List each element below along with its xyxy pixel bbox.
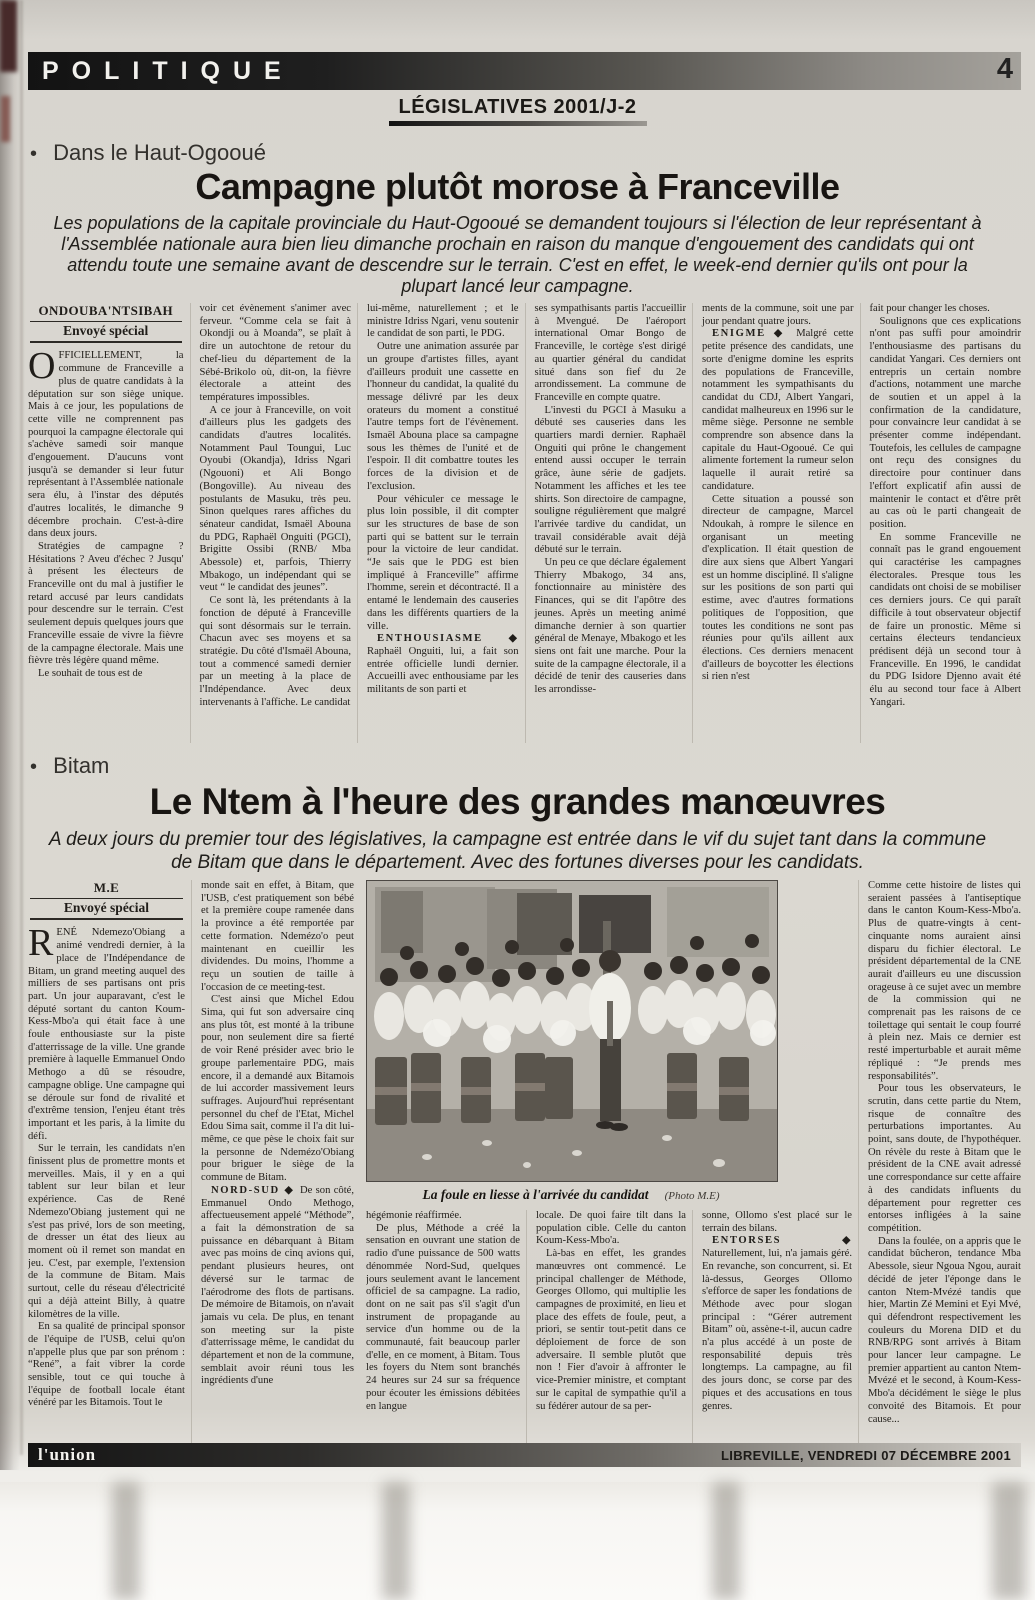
edition-banner — [0, 96, 1035, 126]
article1-headline: Campagne plutôt morose à Franceville — [195, 166, 840, 207]
paragraph: Le souhait de tous est de — [38, 667, 143, 679]
paragraph: C'est ainsi que Michel Edou Sima, qui fut son adversaire cinq ans plus tôt, est monté à la tribune pour, non seulement dire sa fierté de voir René présider avec brio le groupe parlementaire PDG, mais encore, il a demandé aux Bitamois de lui accorder massivement leurs suffrages. Aujourd'hui représentant personnel du chef de l'Etat, Michel Edou Sima sait, comme il l'a dit lui-même, ce que pèse le choix fait sur la personne de Ndemézo'Obiang pour briguer le siège de la commune de Bitam. — [201, 994, 354, 1184]
paragraph: lui-même, naturellement ; et le ministre Idriss Ngari, venu soutenir le candidat de son parti, le PDG. — [367, 303, 519, 340]
article1-column-4 — [525, 303, 687, 743]
newspaper-logo: l'union — [38, 1445, 97, 1464]
paragraph: ENTORSES ◆ Naturellement, lui, n'a jamais géré. En revanche, son concurrent, si. Et là-dessus, Georges Ollomo s'efforce de saper les fondations de Méthode avec pour slogan principal : “Gérer autrement Bitam” où, assène-t-il, aucun cadre n'a plus accédé à un poste de responsabilité depuis très longtemps. La campagne, au fil des jours donc, se corse par des piques et des accusations en tous genres. — [702, 1235, 852, 1412]
article1-column-5 — [692, 303, 854, 743]
photo-credit: (Photo M.E) — [664, 1190, 720, 1202]
scan-left-shadow — [0, 0, 20, 1470]
paragraph: voir cet évènement s'animer avec ferveur. “Comme cela se fait à Okondji ou à Moanda”, se plaît à dire un autochtone de retour du chef-lieu du département de la Sébé-Brikolo où, dit-on, la fièvre électorale a atteint des températures impossibles. — [199, 303, 351, 403]
article1-column-6 — [860, 303, 1022, 743]
byline-author: ONDOUBA'NTSIBAH — [30, 305, 182, 322]
paragraph: RENÉ Ndemezo'Obiang a animé vendredi dernier, à la place de l'Indépendance de Bitam, un grand meeting auquel des milliers de ses partisans ont pris part. Un jour auparavant, c'est le député sortant du canton Koum-Kess-Mbo'a qui était face à une foule enthousiaste sur la piste d'atterrissage de la ville. Une grande première à laquelle Emmanuel Ondo Methogo a dû se résoudre, campagne oblige. Une campagne qui se déroule sur fond de rivalité et d'extrême tension, l'enjeu étant très important et les paris, à la limite du défi. — [28, 922, 185, 1142]
byline-author: M.E — [30, 882, 183, 899]
inline-subhead: ENTHOUSIASME ◆ — [377, 633, 519, 645]
paragraph: NORD-SUD ◆ De son côté, Emmanuel Ondo Methogo, affectueusement appelé “Méthode”, a fait la démonstration de sa puissance en débarquant à Bitam avec pas moins de cinq avions qui, pendant plusieurs heures, ont déversé sur le tarmac de l'aérodrome des flots de partisans. De mémoire de Bitamois, on n'avait jamais vu cela. De plus, en tenant son meeting sur la piste d'atterrissage même, le candidat du département et non de la commune, semblait avoir réuni tous les ingrédients d'une — [201, 1184, 354, 1387]
article2-kicker — [30, 753, 1035, 780]
paragraph: Là-bas en effet, les grandes manœuvres ont commencé. Le principal challenger de Méthode, Georges Ollomo, qui multiplie les campagnes de proximité, en lieu et place des effets de foule, peut, a priori, se sentir tout-petit dans ce déploiement de force de son adversaire. Il semble plutôt que non ! Fier d'avoir à affronter le vice-Premier ministre, et comptant sur le capital de sympathie qu'il a su fédérer autour de sa per- — [536, 1248, 686, 1412]
article2-column-2 — [191, 880, 354, 1445]
paragraph: Pour véhiculer ce message le plus loin possible, il dit compter sur les structures de base de son parti qui se battent sur le terrain pour la victoire de leur candidat. “Je sais que le PDG est bien impliqué à Franceville” affirme l'homme, serein et décontracté. Il a entamé le lendemain des causeries dans les différents quartiers de la ville. — [367, 493, 519, 632]
article1-column-2 — [190, 303, 352, 743]
article2-headline: Le Ntem à l'heure des grandes manœuvres — [149, 781, 886, 822]
section-bar — [28, 52, 1021, 90]
paragraph: fait pour changer les choses. — [869, 303, 990, 314]
article2-column-5 — [692, 1210, 852, 1445]
paragraph: De plus, Méthode a créé la sensation en ouvrant une station de radio d'une puissance de 500 watts dénommée Nord-Sud, quelques jours seulement avant le lancement officiel de sa campagne. La radio, dont on ne sait pas s'il s'agit d'un instrument de propagande au service d'un homme ou de la communauté, fait beaucoup parler d'elle, en ce moment, à Bitam. Tous les foyers du Ntem sont branchés 24 heures sur 24 sur sa fréquence pour écouter les émissions débitées en langue — [366, 1222, 520, 1412]
paragraph: Outre une animation assurée par un groupe d'artistes filles, ayant d'ailleurs produit une cassette en l'honneur du candidat, la qualité du message délivré par les deux orateurs du moment a constitué l'autre temps fort de l'évènement. Ismaël Abouna place sa campagne sous les thèmes de l'unité et de l'espoir. Il dit combattre toutes les forces de la division et de l'exclusion. — [367, 341, 519, 492]
paragraph: Sur le terrain, les candidats n'en finissent plus de promettre monts et merveilles. Mais, il y en a qui tablent sur leur bilan et leur expérience. Cas de René Ndemezo'Obiang justement qui ne s'est pas privé, lors de son meeting, de dresser un état des lieux au moment où il remet son mandat en jeu. C'est, par exemple, l'extension de la commune de Bitam. Mais surtout, celle du réseau d'électricité qui a déjà atteint Billy, à quatre kilomètres de la ville. — [28, 1143, 185, 1320]
paragraph: Comme cette histoire de listes qui seraient passées à l'antiseptique dans le canton Koum-Kess-Mbo'a. Plus de quatre-vingts à cent-cinquante noms auraient ainsi disparu du fichier électoral. Le président départemental de la CNE aurait d'ailleurs eu une discussion orageuse à ce sujet avec un membre de la commission qui ne comprenait pas les raisons de ce toilettage qui sentait le coup fourré à plein nez. Mais ce dernier est resté imperturbable et aurait même répliqué : “Je prends mes responsabilités”. — [868, 880, 1021, 1082]
page-number: 4 — [996, 53, 1013, 85]
article1-lede: Les populations de la capitale provinciale du Haut-Ogooué se demandent toujours si l'élection de leur représentant à l'Assemblée nationale aura bien lieu dimanche prochain en raison du manque d'engouement des candidats qui ont attendu toute une semaine avant de descendre sur le terrain. C'est en effet, le week-end dernier qu'ils ont pour la plupart lancé leur campagne. — [53, 213, 982, 296]
paragraph: ENTHOUSIASME ◆ Raphaël Onguiti, lui, a fait son entrée officielle lundi dernier. Accueilli avec enthousiame par les militants de son parti et — [367, 633, 519, 696]
bullet-icon: • — [30, 143, 38, 165]
banner-rule — [389, 121, 647, 126]
paragraph: Cette situation a poussé son directeur de campagne, Marcel Ndoukah, à rompre le silence en organisant un meeting d'explication. Il était question de dire aux siens que Albert Yangari est un homme discipliné. Il s'aligne sur les positions de son parti qui estime, avec d'autres formations politiques de l'opposition, que toutes les conditions ne sont pas réunies pour qu'ils aillent aux élections. Ces derniers menacent d'ailleurs de boycotter les élections si rien n'est — [702, 493, 854, 683]
article2-kicker-text: Bitam — [53, 753, 110, 778]
banner-text: LÉGISLATIVES 2001/J-2 — [398, 96, 637, 118]
paragraph: ses sympathisants partis l'accueillir à Mvengué. De l'aéroport international Omar Bongo de Franceville, le cortège s'est dirigé au quartier général du candidat situé dans son fief du 2e arrondissement. La commune de Franceville en compte quatre. — [534, 303, 686, 403]
photo-caption: La foule en liesse à l'arrivée du candidat — [422, 1187, 649, 1202]
footer-bar — [28, 1443, 1021, 1467]
article1-kicker — [30, 140, 1035, 167]
paragraph: Pour tous les observateurs, le scrutin, dans cette partie du Ntem, risque de connaître des perturbations importantes. Au point, sans doute, de l'hypothéquer. On révèle du reste à Bitam que le président de la CNE avait adressé une correspondance sur cette affaire à des candidats influents du département pour regretter ces entorses infligées à la saine compétition. — [868, 1083, 1021, 1234]
scan-streak — [382, 1482, 410, 1600]
paragraph: ments de la commune, soit une par jour pendant quatre jours. — [702, 303, 854, 327]
article2-byline — [30, 882, 183, 920]
article2-photo-block — [366, 880, 852, 1445]
paragraph: Ce sont là, les prétendants à la fonction de député à Franceville qui sont désormais sur le terrain. Chacun avec ses moyens et sa stratégie. Du côté d'Ismaël Abouna, tout a commencé samedi dernier par un meeting à la place de l'Indépendance. Avec deux intervenants à l'affiche. Le candidat — [199, 595, 351, 708]
paragraph: En somme Franceville ne connaît pas le grand engouement qui caractérise les campagnes électorales. Presque tous les candidats ont choisi de se mobiliser ces derniers jours. Ce qui paraît difficile à tout observateur objectif de faire un pronostic. Même si certains électeurs tendancieux prédisent déjà un second tour à Franceville. En 1996, le candidat du PDG Isidore Djenno avait été élu au second tour face à Albert Yangari. — [869, 531, 1021, 708]
scan-ink-mark — [0, 0, 17, 72]
section-title: POLITIQUE — [42, 56, 294, 85]
paragraph: Un peu ce que déclare également Thierry Mbakogo, 34 ans, fonctionnaire au ministère des Finances, qui se dit l'apôtre des jeunes. Après un meeting animé dimanche dernier à son quartier général de Menaye, Mbakogo et les siens ont fait une marche. Pour la suite de la campagne électorale, il a décidé de tenir des causeries dans les arrondisse- — [534, 557, 686, 696]
article1-kicker-text: Dans le Haut-Ogooué — [53, 140, 266, 165]
paragraph: Stratégies de campagne ? Hésitations ? Aveu d'échec ? Jusqu' à présent les électeurs de Franceville ont du mal à justifier le retard accusé par leurs candidats pour descendre sur le terrain. C'est seulement depuis quelques jours que Franceville essaie de vivre la fièvre de la campagne électorale. Mais une fièvre très légère quand même. — [28, 540, 184, 667]
crowd-photo-illustration — [367, 881, 777, 1181]
article2-column-1 — [28, 880, 185, 1445]
paragraph: Dans la foulée, on a appris que le candidat bûcheron, tendance Mba Abessole, sieur Ngoua Ngou, aurait décidé de jeter l'éponge dans le canton Ntem-Mvézé tandis que hier, Martin Zé Memini et Eyi Mvé, qui défendront respectivement les couleurs du Morena DID et du RNB/RPG sont arrivés à Bitam pour lancer leur campagne. Le premier appartient au canton Ntem-Mvézé et le second, à Koum-Kess-Mbo'a décidément le siège le plus convoité des Bitamois. Et pour cause... — [868, 1235, 1021, 1425]
article1-body — [28, 303, 1021, 743]
article1-column-1 — [28, 303, 184, 743]
inline-subhead: NORD-SUD ◆ — [211, 1184, 300, 1196]
paragraph: En sa qualité de principal sponsor de l'équipe de l'USB, celui qu'on n'appelle plus que par son prénom : “René”, a fait vibrer la corde sensible, tout ce qui touche à l'équipe de football locale étant vénéré par les Bitamois. Tout le — [28, 1321, 185, 1409]
photo-caption-row — [366, 1187, 776, 1203]
article2-column-3 — [366, 1210, 520, 1445]
paragraph: sonne, Ollomo s'est placé sur le terrain des bilans. — [702, 1210, 852, 1234]
column-text — [28, 345, 184, 680]
paragraph: Soulignons que ces explications n'ont pas suffi pour amoindrir l'enthousiasme des partisans du candidat Yangari. Ces derniers ont entrepris un certain nombre d'actions, notamment une marche de soutien et un appel à la confirmation de la candidature, pour convaincre leur candidat à se présenter comme indépendant. Toutefois, les cellules de campagne ont reçu des consignes du directoire pour continuer dans l'effort explicatif afin aussi de maintenir le contact et d'être prêt au cas où le parti changeait de position. — [869, 315, 1021, 530]
article2-column-4 — [526, 1210, 686, 1445]
inline-subhead: ENIGME ◆ — [712, 328, 797, 340]
scan-red-mark — [1, 96, 10, 142]
scan-bottom-area — [0, 1482, 1035, 1600]
scan-streak — [992, 1482, 1026, 1600]
paragraph: hégémonie réaffirmée. — [366, 1210, 462, 1221]
byline-role: Envoyé spécial — [63, 322, 149, 338]
paragraph: OFFICIELLEMENT, la commune de Franceville a plus de quatre candidats à la députation sur son siège unique. Mais à ce jour, les populations de cette ville ne comprennent pas pourquoi la campagne électorale qui s'achève samedi soir manque d'engouement. D'aucuns vont jusqu'à se demander si leur futur représentant à l'Assemblée nationale sera élu, à l'instar des députés d'autres localités, le dimanche 9 décembre prochain. C'est-à-dire dans deux jours. — [28, 345, 184, 540]
article2-column-6 — [858, 880, 1021, 1445]
article1-byline — [30, 305, 182, 343]
column-text — [28, 922, 185, 1410]
footer-dateline: LIBREVILLE, VENDREDI 07 DÉCEMBRE 2001 — [721, 1447, 1011, 1463]
paragraph: monde sait en effet, à Bitam, que l'USB, c'est pratiquement son bébé et la première coupe ramenée dans la province a été remportée par cette formation. Ndemézo'o peut maintenant en cueillir les dividendes. Du moins, l'homme a reçu un soutien de taille à l'occasion de ce meeting-test. — [201, 880, 354, 993]
paper-crease — [20, 0, 23, 1455]
paragraph: A ce jour à Franceville, on voit d'ailleurs plus les gadgets des candidats d'autres localités. Notamment Paul Toungui, Luc Oyoubi (Okandja), Idriss Ngari (Ngouoni) et Ali Bongo (Bongoville). Au niveau des postulants de Masuku, très peu. Sinon quelques rares affiches du sénateur candidat, Ismaël Abouna du PDG, Raphaël Onguiti (PGCI), Brigitte Ossibi (RNB/ Mba Abessole) et, parfois, Thierry Mbakogo, un indépendant qui se veut “ le candidat des jeunes”. — [199, 404, 351, 594]
article-photo — [366, 880, 778, 1182]
bullet-icon: • — [30, 756, 38, 778]
byline-role: Envoyé spécial — [63, 899, 150, 915]
scan-streak — [712, 1482, 740, 1600]
paragraph: L'investi du PGCI à Masuku a débuté ses causeries dans les quartiers mardi dernier. Raphaël Onguiti qui prône le changement entend aussi occuper le terrain grâce, àune série de gadjets. Notamment les affiches et les tee shirts. Son directoire de campagne, souligne régulièrement que malgré l'arrivée tardive du candidat, un travail considérable avait déjà débuté sur le terrain. — [534, 404, 686, 556]
inline-subhead: ENTORSES ◆ — [712, 1235, 852, 1247]
paragraph: ENIGME ◆ Malgré cette petite présence des candidats, une sorte d'enigme domine les esprits des populations de Franceville, notamment les sympathisants du candidat du CDJ, Albert Yangari, candidat malheureux en 1996 sur le même siège. Personne ne semble comprendre son absence dans la capitale du Haut-Ogooué. Ce qui alimente fortement la rumeur selon laquelle il aurait retiré sa candidature. — [702, 328, 854, 492]
scan-streak — [112, 1482, 140, 1600]
article2-lede: A deux jours du premier tour des législatives, la campagne est entrée dans le vif du sujet tant dans la commune de Bitam que dans le département. Avec des fortunes diverses pour les candidats. — [48, 829, 987, 873]
article2-subcolumns — [366, 1210, 852, 1445]
paragraph: locale. De quoi faire tilt dans la population cible. Celle du canton Koum-Kess-Mbo'a. — [536, 1210, 686, 1247]
article1-column-3 — [357, 303, 519, 743]
article2-body — [28, 880, 1021, 1445]
